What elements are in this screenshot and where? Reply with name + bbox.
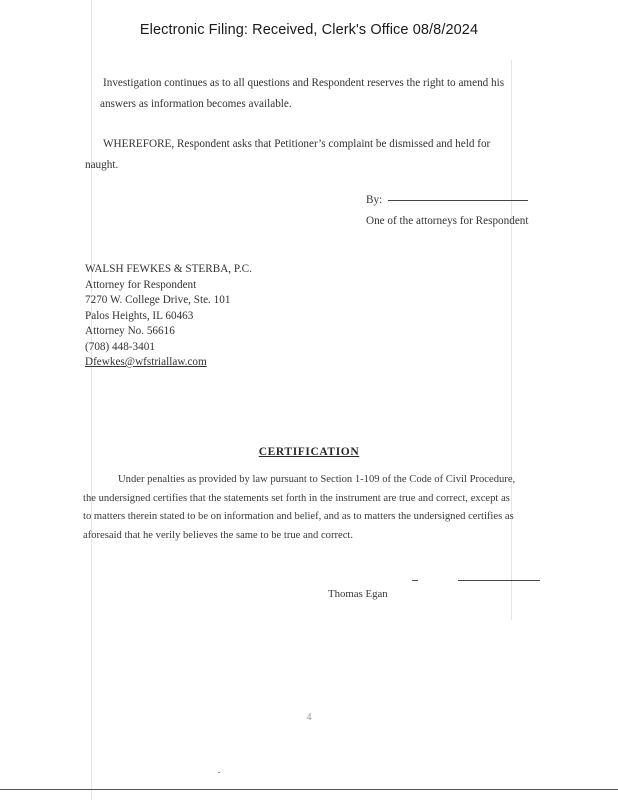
page-bottom-rule bbox=[0, 789, 618, 790]
signature-blank bbox=[388, 200, 528, 201]
paragraph-line: WHEREFORE, Respondent asks that Petitioner’s complaint be dismissed and held for bbox=[103, 138, 491, 150]
firm-role: Attorney for Respondent bbox=[85, 278, 197, 291]
paragraph-line: answers as information becomes available. bbox=[100, 98, 292, 110]
certification-signer-name: Thomas Egan bbox=[328, 588, 388, 600]
page-number: 4 bbox=[306, 712, 312, 723]
certification-line: Under penalties as provided by law pursuant to Section 1-109 of the Code of Civil Procedure, bbox=[118, 474, 516, 485]
paragraph-line: naught. bbox=[85, 159, 119, 171]
certification-title: CERTIFICATION bbox=[258, 446, 360, 458]
firm-address-line1: 7270 W. College Drive, Ste. 101 bbox=[85, 294, 231, 306]
certification-line: to matters therein stated to be on information and belief, and as to matters the undersigned certifies as bbox=[83, 511, 514, 522]
certification-signature-dash bbox=[412, 580, 418, 581]
signature-role: One of the attorneys for Respondent bbox=[366, 215, 529, 227]
signature-by-line bbox=[366, 194, 528, 206]
by-label: By: bbox=[366, 194, 383, 206]
paragraph-wherefore bbox=[85, 134, 525, 176]
paragraph-investigation bbox=[85, 73, 535, 115]
firm-attorney-number: Attorney No. 56616 bbox=[85, 325, 175, 337]
scan-artifact-line bbox=[91, 0, 92, 800]
filing-stamp-header: Electronic Filing: Received, Clerk's Office 08/8/2024 bbox=[139, 22, 479, 38]
firm-address-line2: Palos Heights, IL 60463 bbox=[85, 309, 194, 322]
scan-speck bbox=[218, 772, 220, 773]
certification-body bbox=[83, 471, 543, 545]
firm-email-link[interactable]: Dfewkes@wfstriallaw.com bbox=[85, 356, 207, 368]
certification-signature-line bbox=[458, 580, 540, 581]
paragraph-line: Investigation continues as to all questions and Respondent reserves the right to amend his bbox=[103, 77, 505, 89]
firm-name: WALSH FEWKES & STERBA, P.C. bbox=[85, 263, 252, 275]
firm-phone: (708) 448-3401 bbox=[85, 340, 155, 353]
certification-line: the undersigned certifies that the statements set forth in the instrument are true and correct, except as bbox=[83, 492, 510, 504]
firm-block bbox=[85, 262, 252, 371]
certification-line: aforesaid that he verily believes the same to be true and correct. bbox=[83, 529, 354, 541]
